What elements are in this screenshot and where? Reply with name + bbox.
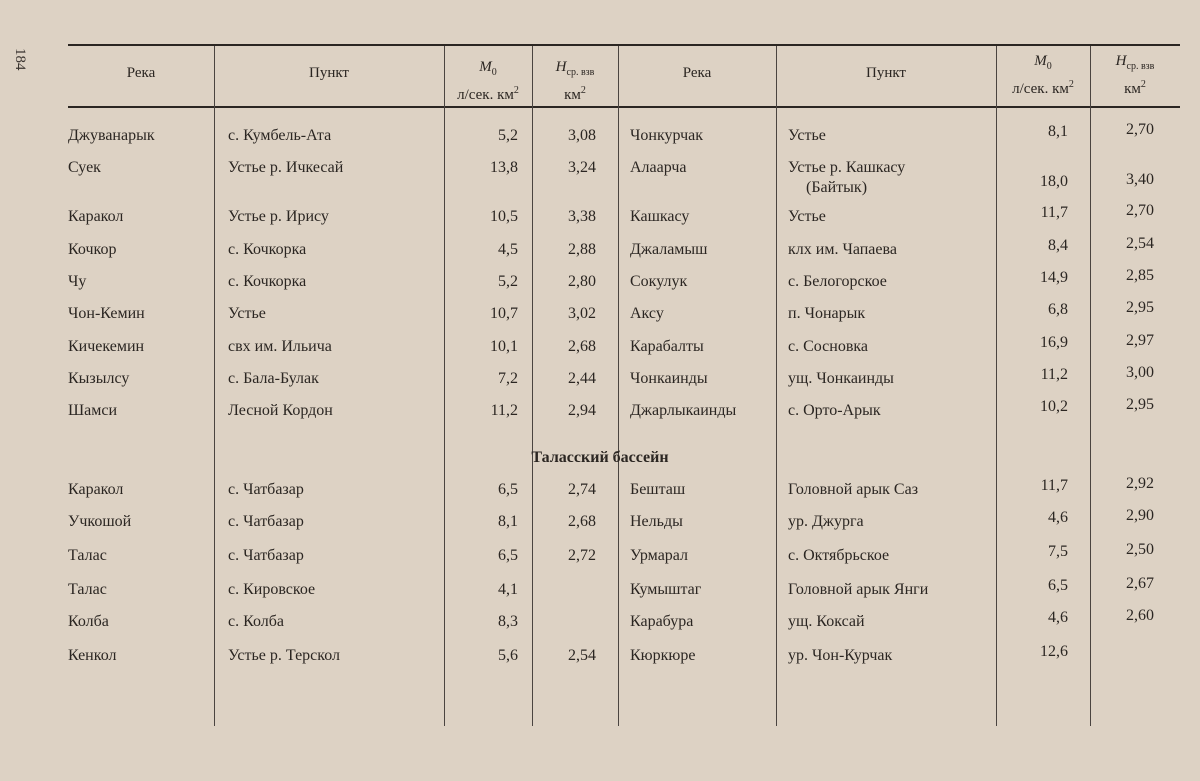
table-top-rule [68,44,1180,46]
runoff-modulus: 6,5 [1048,577,1068,594]
river-name: Джаламыш [630,241,708,258]
mean-height: 2,88 [568,241,596,258]
mean-height: 2,80 [568,273,596,290]
river-name: Учкошой [68,513,132,530]
river-name: Урмарал [630,547,689,564]
runoff-modulus: 4,5 [498,241,518,258]
section-title: Таласский бассейн [531,449,669,466]
point-name: с. Сосновка [788,338,869,355]
river-name: Шамси [68,402,118,419]
mean-height: 2,74 [568,481,596,498]
runoff-modulus: 16,9 [1040,334,1068,351]
river-name: Джарлыкаинды [630,402,737,419]
river-name: Бешташ [630,481,686,498]
point-name: Устье р. Ирису [228,208,329,225]
mean-height: 3,02 [568,305,596,322]
mean-height: 2,92 [1126,475,1154,492]
mean-height: 2,67 [1126,575,1154,592]
point-name: Устье [228,305,266,322]
river-name: Кумыштаг [630,581,702,598]
header-point: Пункт [308,65,349,81]
point-name: с. Орто-Арык [788,402,881,419]
river-name: Каракол [68,481,124,498]
mean-height: 2,44 [568,370,596,387]
mean-height: 2,60 [1126,607,1154,624]
mean-height: 2,94 [568,402,596,419]
runoff-modulus: 6,5 [498,547,518,564]
point-name: Устье [788,127,826,144]
river-name: Джуванарык [68,127,155,144]
runoff-modulus: 14,9 [1040,269,1068,286]
river-name: Карабалты [630,338,704,355]
river-name: Суек [68,159,101,176]
point-name: клх им. Чапаева [788,241,897,258]
river-name: Кюркюре [630,647,696,664]
runoff-modulus: 11,7 [1040,477,1068,494]
header-river-2: Река [682,65,712,81]
runoff-modulus: 5,6 [498,647,518,664]
point-name: Головной арык Янги [788,581,929,598]
mean-height: 2,50 [1126,541,1154,558]
runoff-modulus: 11,7 [1040,204,1068,221]
mean-height: 3,08 [568,127,596,144]
runoff-modulus: 11,2 [1040,366,1068,383]
river-name: Чон-Кемин [68,305,145,322]
header-h-2: $H_{ср. взв}$ $км^2$ [1115,53,1155,97]
river-name: Кичекемин [68,338,145,355]
page-number: 184 [12,48,28,71]
mean-height: 2,70 [1126,121,1154,138]
river-name: Кенкол [68,647,117,664]
mean-height: 2,68 [568,338,596,355]
mean-height: 2,72 [568,547,596,564]
mean-height: 2,95 [1126,299,1154,316]
mean-height: 3,00 [1126,364,1154,381]
runoff-modulus: 8,4 [1048,237,1068,254]
runoff-modulus: 4,6 [1048,509,1068,526]
point-name: Лесной Кордон [228,402,333,419]
runoff-modulus: 10,2 [1040,398,1068,415]
mean-height: 3,24 [568,159,596,176]
runoff-modulus: 7,5 [1048,543,1068,560]
point-name: свх им. Ильича [228,338,332,355]
point-name: Устье [788,208,826,225]
runoff-modulus: 10,7 [490,305,518,322]
header-m0-2: $M_0$ л/сек. $км^2$ [1012,53,1074,97]
mean-height: 2,54 [1126,235,1154,252]
point-name: ур. Чон-Курчак [788,647,893,664]
runoff-modulus: 4,1 [498,581,518,598]
point-name: с. Октябрьское [788,547,890,564]
point-name: с. Бала-Булак [228,370,319,387]
river-name: Чу [68,273,87,290]
point-name: с. Белогорское [788,273,887,290]
point-name: ур. Джурга [788,513,864,530]
river-name: Кызылсу [68,370,130,387]
runoff-modulus: 4,6 [1048,609,1068,626]
runoff-modulus: 8,1 [498,513,518,530]
point-name: с. Кумбель-Ата [228,127,332,144]
point-name: с. Колба [228,613,284,630]
point-name: (Байтык) [806,179,868,196]
runoff-modulus: 18,0 [1040,173,1068,190]
point-name: п. Чонарык [788,305,866,322]
point-name: с. Чатбазар [228,513,304,530]
river-name: Талас [68,547,107,564]
runoff-modulus: 6,5 [498,481,518,498]
river-name: Алаарча [630,159,687,176]
runoff-modulus: 5,2 [498,273,518,290]
point-name: ущ. Коксай [788,613,865,630]
mean-height: 2,90 [1126,507,1154,524]
mean-height: 2,70 [1126,202,1154,219]
point-name: Головной арык Саз [788,481,919,498]
header-river: Река [126,65,156,81]
mean-height: 2,97 [1126,332,1154,349]
column-divider [618,46,619,726]
river-name: Кашкасу [630,208,690,225]
column-divider [214,46,215,726]
river-name: Колба [68,613,109,630]
point-name: с. Кочкорка [228,273,307,290]
point-name: ущ. Чонкаинды [788,370,894,387]
runoff-modulus: 11,2 [490,402,518,419]
mean-height: 2,85 [1126,267,1154,284]
mean-height: 3,38 [568,208,596,225]
point-name: Устье р. Кашкасу [788,159,906,176]
header-m0: $M_0$ л/сек. $км^2$ [457,59,519,103]
runoff-modulus: 10,1 [490,338,518,355]
mean-height: 2,54 [568,647,596,664]
point-name: Устье р. Терскол [228,647,340,664]
point-name: Устье р. Ичкесай [228,159,344,176]
river-name: Каракол [68,208,124,225]
river-name: Чонкаинды [630,370,708,387]
river-name: Нельды [630,513,683,530]
river-name: Кочкор [68,241,117,258]
column-divider [776,46,777,726]
runoff-modulus: 6,8 [1048,301,1068,318]
runoff-modulus: 8,1 [1048,123,1068,140]
point-name: с. Кочкорка [228,241,307,258]
table-header-rule [68,106,1180,108]
runoff-modulus: 12,6 [1040,643,1068,660]
point-name: с. Чатбазар [228,481,304,498]
mean-height: 3,40 [1126,171,1154,188]
header-h: $H_{ср. взв}$ $км^2$ [555,59,595,103]
river-name: Карабура [630,613,694,630]
runoff-modulus: 8,3 [498,613,518,630]
runoff-modulus: 10,5 [490,208,518,225]
point-name: с. Кировское [228,581,316,598]
runoff-modulus: 13,8 [490,159,518,176]
point-name: с. Чатбазар [228,547,304,564]
runoff-modulus: 5,2 [498,127,518,144]
river-name: Талас [68,581,107,598]
river-name: Сокулук [630,273,688,290]
river-name: Чонкурчак [630,127,704,144]
mean-height: 2,95 [1126,396,1154,413]
runoff-modulus: 7,2 [498,370,518,387]
mean-height: 2,68 [568,513,596,530]
header-point-2: Пункт [865,65,906,81]
river-name: Аксу [630,305,664,322]
